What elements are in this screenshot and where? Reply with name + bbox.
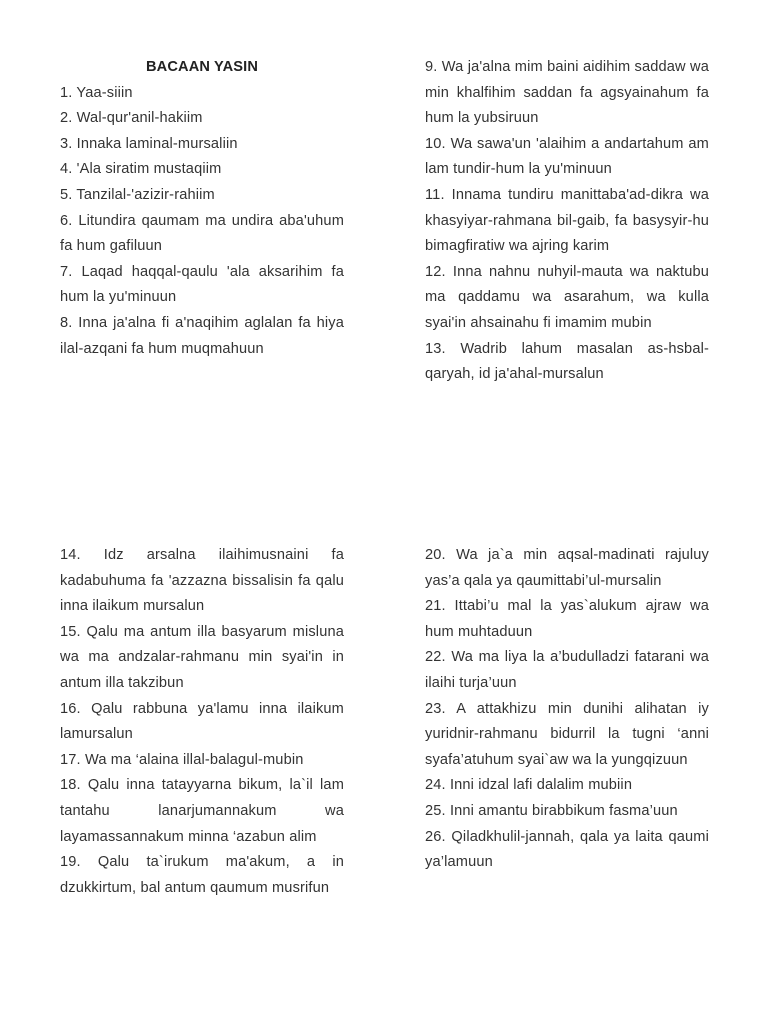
verse: 11. Innama tundiru manittaba'ad-dikra wa khasyiyar-rahmana bil-gaib, fa basysyir-hu bimagfiratiw wa ajring karim [425, 186, 709, 255]
verse: 19. Qalu ta`irukum ma'akum, a in dzukkirtum, bal antum qaumum musrifun [60, 854, 344, 896]
verse: 1. Yaa-siiin [60, 84, 133, 101]
verse: 21. Ittabi’u mal la yas`alukum ajraw wa hum muhtaduun [425, 598, 709, 640]
verse: 2. Wal-qur'anil-hakiim [60, 110, 203, 127]
column-1 [60, 55, 344, 362]
verse: 17. Wa ma ‘alaina illal-balagul-mubin [60, 751, 304, 768]
verse: 14. Idz arsalna ilaihimusnaini fa kadabuhuma fa 'azzazna bissalisin fa qalu inna ilaikum mursalun [60, 547, 344, 615]
column-4 [425, 543, 709, 876]
verse: 12. Inna nahnu nuhyil-mauta wa naktubu ma qaddamu wa asarahum, wa kulla syai'in ahsainahu fi imamim mubin [425, 263, 709, 331]
verse: 25. Inni amantu birabbikum fasma’uun [425, 802, 678, 819]
verse: 8. Inna ja'alna fi a'naqihim aglalan fa hiya ilal-azqani fa hum muqmahuun [60, 314, 344, 357]
verse: 24. Inni idzal lafi dalalim mubiin [425, 777, 633, 794]
verse: 5. Tanzilal-'azizir-rahiim [60, 186, 215, 203]
verse: 4. 'Ala siratim mustaqiim [60, 161, 222, 178]
column-2 [425, 55, 709, 388]
verse: 15. Qalu ma antum illa basyarum misluna wa ma andzalar-rahmanu min syai'in in antum illa takzibun [60, 623, 344, 691]
verse: 10. Wa sawa'un 'alaihim a andartahum am lam tundir-hum la yu'minuun [425, 135, 709, 178]
verse: 20. Wa ja`a min aqsal-madinati rajuluy yas’a qala ya qaumittabi’ul-mursalin [425, 547, 709, 589]
verse: 7. Laqad haqqal-qaulu 'ala aksarihim fa hum la yu'minuun [60, 263, 344, 306]
verse: 26. Qiladkhulil-jannah, qala ya laita qaumi ya’lamuun [425, 828, 709, 871]
verse: 3. Innaka laminal-mursaliin [60, 135, 238, 152]
verse: 13. Wadrib lahum masalan as-hsbal-qaryah, id ja'ahal-mursalun [425, 340, 709, 383]
verse: 22. Wa ma liya la a’budulladzi fatarani wa ilaihi turja’uun [425, 649, 709, 691]
verse: 9. Wa ja'alna mim baini aidihim saddaw wa min khalfihim saddan fa agsyainahum fa hum la yubsiruun [425, 59, 709, 127]
verse: 6. Litundira qaumam ma undira aba'uhum fa hum gafiluun [60, 212, 344, 255]
verse: 16. Qalu rabbuna ya'lamu inna ilaikum lamursalun [60, 700, 344, 743]
column-3 [60, 543, 344, 901]
page-title: BACAAN YASIN [145, 59, 259, 75]
verse: 18. Qalu inna tatayyarna bikum, la`il lam tantahu lanarjumannakum wa layamassannakum minna ‘azabun alim [60, 777, 344, 845]
verse: 23. A attakhizu min dunihi alihatan iy yuridnir-rahmanu bidurril la tugni ‘anni syafa’atuhum syai`aw wa la yungqizuun [425, 700, 709, 768]
